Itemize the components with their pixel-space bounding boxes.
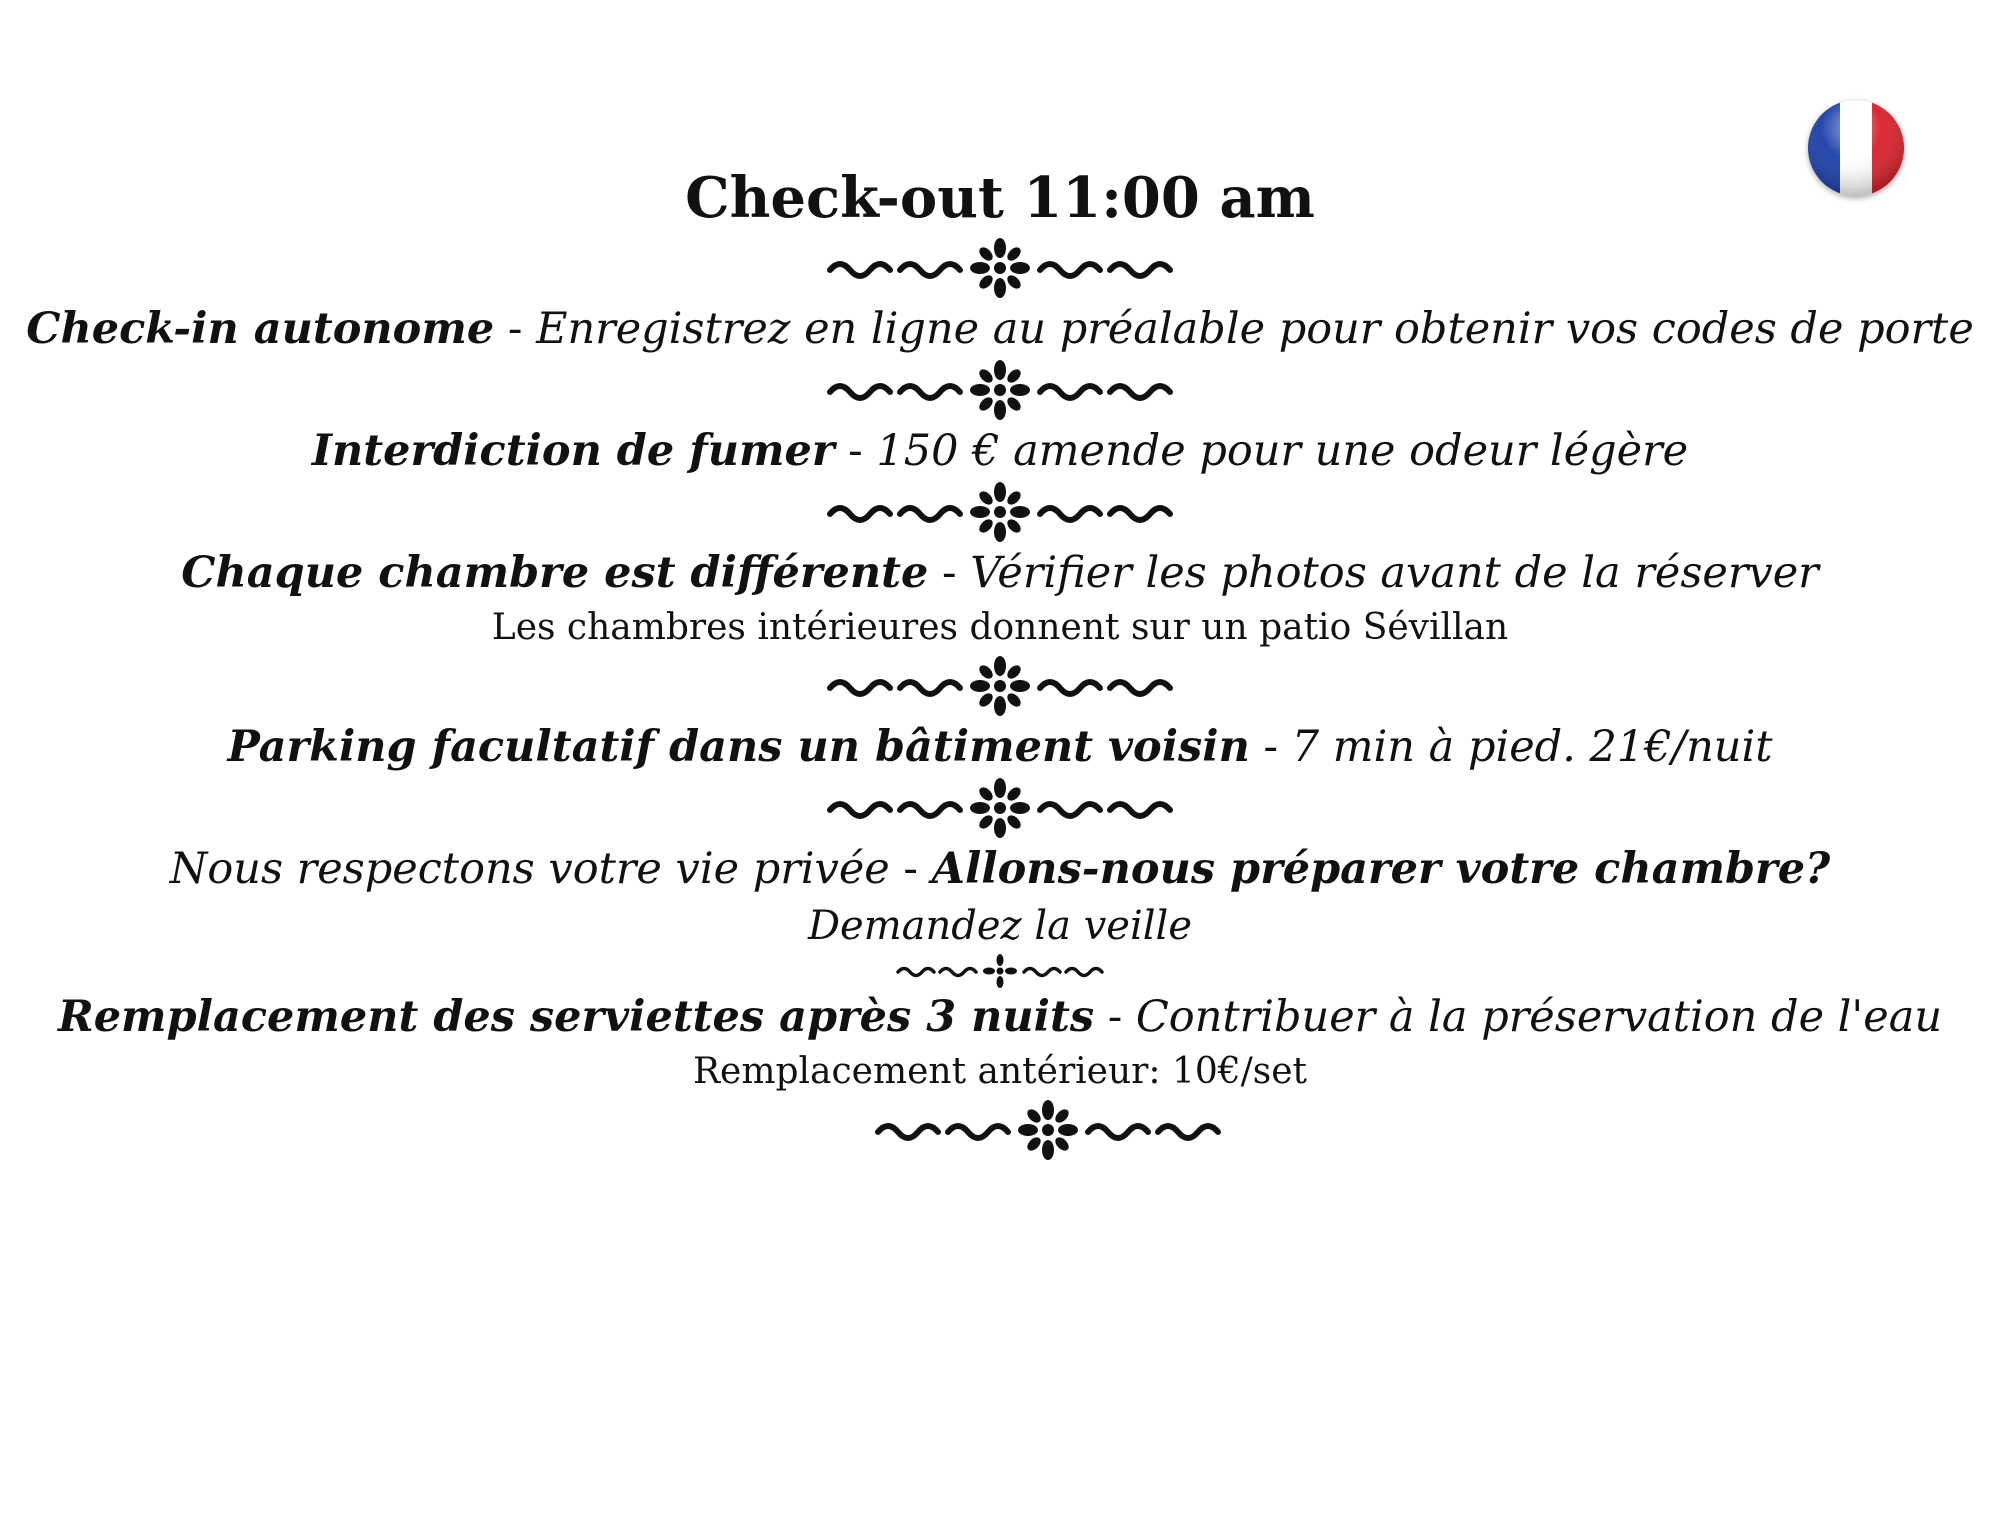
ornament-divider-icon bbox=[820, 358, 1180, 422]
rule-text: Enregistrez en ligne au préalable pour obtenir vos codes de porte bbox=[536, 304, 1974, 354]
rule-subtext: Les chambres intérieures donnent sur un patio Sévillan bbox=[491, 607, 1509, 648]
ornament-divider-icon bbox=[820, 236, 1180, 300]
rule-text: Vérifier les photos avant de la réserver bbox=[970, 548, 1819, 598]
ornament-divider-small-icon bbox=[890, 954, 1110, 988]
rule-subtext: Demandez la veille bbox=[807, 903, 1193, 949]
rule-privacy: Nous respectons votre vie privée - Allons-nous préparer votre chambre? bbox=[169, 844, 1831, 894]
page-title: Check-out 11:00 am bbox=[685, 165, 1315, 231]
rule-check-in: Check-in autonome - Enregistrez en ligne au préalable pour obtenir vos codes de porte bbox=[26, 304, 1974, 354]
rule-heading: Parking facultatif dans un bâtiment voisin bbox=[227, 722, 1250, 772]
rule-text: Contribuer à la préservation de l'eau bbox=[1135, 992, 1943, 1042]
rule-text: 7 min à pied. 21€/nuit bbox=[1291, 722, 1773, 772]
rule-rooms: Chaque chambre est différente - Vérifier les photos avant de la réserver bbox=[181, 548, 1819, 598]
rule-heading: Interdiction de fumer bbox=[311, 426, 835, 476]
rule-subtext: Remplacement antérieur: 10€/set bbox=[692, 1051, 1308, 1092]
rule-heading: Remplacement des serviettes après 3 nuits bbox=[57, 992, 1095, 1042]
rule-text: Nous respectons votre vie privée bbox=[169, 844, 890, 894]
rules-list bbox=[0, 160, 2000, 1162]
ornament-divider-icon bbox=[820, 654, 1180, 718]
rule-heading: Chaque chambre est différente bbox=[181, 548, 929, 598]
rule-heading: Allons-nous préparer votre chambre? bbox=[931, 844, 1831, 894]
rule-parking: Parking facultatif dans un bâtiment voisin - 7 min à pied. 21€/nuit bbox=[227, 722, 1773, 772]
rule-no-smoking: Interdiction de fumer - 150 € amende pour une odeur légère bbox=[311, 426, 1689, 476]
rule-heading: Check-in autonome bbox=[26, 304, 495, 354]
ornament-divider-icon bbox=[820, 776, 1180, 840]
ornament-divider-icon bbox=[820, 480, 1180, 544]
rule-text: 150 € amende pour une odeur légère bbox=[876, 426, 1689, 476]
rule-towels: Remplacement des serviettes après 3 nuits - Contribuer à la préservation de l'eau bbox=[57, 992, 1943, 1042]
ornament-divider-icon bbox=[868, 1098, 1228, 1162]
